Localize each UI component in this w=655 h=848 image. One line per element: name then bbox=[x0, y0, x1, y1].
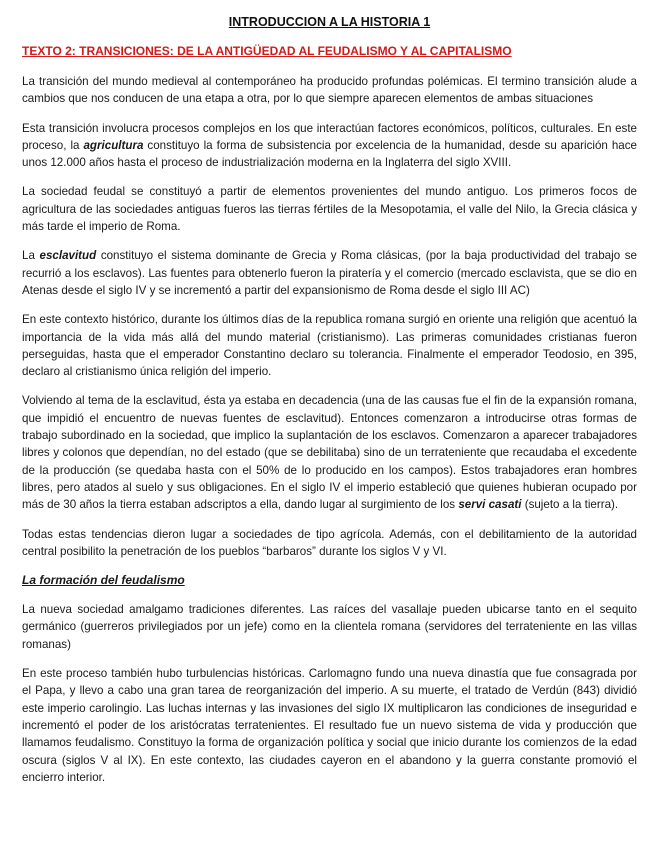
paragraph-vassalage bbox=[22, 601, 637, 653]
keyword-esclavitud: esclavitud bbox=[39, 249, 97, 263]
paragraph-text: La nueva sociedad amalgamo tradiciones diferentes. Las raíces del vasallaje pueden ubicarse tanto en el sequito germánico (guerreros privilegiados por un jefe) como en la clientela romana (servidores del terrateniente en las villas romanas) bbox=[22, 603, 637, 651]
paragraph-transition-intro bbox=[22, 73, 637, 108]
paragraph-text-after: constituyo la forma de subsistencia por excelencia de la humanidad, desde su aparición hace unos 12.000 años hasta el proceso de industrialización moderna en la Inglaterra del siglo XVIII. bbox=[22, 138, 637, 170]
paragraph-text: En este proceso también hubo turbulencias históricas. Carlomagno fundo una nueva dinastía que fue consagrada por el Papa, y llevo a cabo una gran tarea de reorganización del imperio. A su muerte, el tratado de Verdún (843) dividió este imperio carolingio. Las luchas internas y las invasiones del siglo IX multiplicaron las condiciones de inseguridad e incrementó el poder de los aristócratas terratenientes. El resultado fue un nuevo sistema de vida y producción que llamamos feudalismo. Constituyo la forma de organización política y social que inicio durante los comienzos de la edad oscura (siglos V al IX). En este contexto, las ciudades cayeron en el abandono y la guerra constante promovió el encierro interior. bbox=[22, 667, 637, 784]
paragraph-agricultural-societies bbox=[22, 526, 637, 561]
paragraph-text-before: Volviendo al tema de la esclavitud, ésta ya estaba en decadencia (una de las causas fue el fin de la expansión romana, que impidió el encuentro de nuevas fuentes de esclavitud). Entonces comenzaron a introducirse otras formas de trabajo subordinado en la sociedad, que implico la suplantación de los esclavos. Comenzaron a aparecer trabajadores libres y colonos que dependían, no del estado (que se debilitaba) sino de un terrateniente que recaudaba el excedente de la producción (se quedaba hasta con el 50% de lo producido en los campos). Estos trabajadores eran hombres libres, pero atados al suelo y sus obligaciones. En el siglo IV el imperio estableció que quienes hubieran ocupado por más de 30 años la tierra estaban adscriptos a ella, dando lugar al surgimiento de los bbox=[22, 394, 637, 512]
document-subtitle: TEXTO 2: TRANSICIONES: DE LA ANTIGÜEDAD AL FEUDALISMO Y AL CAPITALISMO bbox=[22, 44, 512, 58]
paragraph-text-after: (sujeto a la tierra). bbox=[521, 498, 619, 512]
paragraph-text: La sociedad feudal se constituyó a partir de elementos provenientes del mundo antiguo. Los primeros focos de agricultura de las sociedades antiguas fueros las tierras fértiles de la Mesopotamia, el valle del Nilo, la Grecia clásica y más tarde el imperio de Roma. bbox=[22, 185, 637, 234]
document-page bbox=[22, 14, 637, 798]
keyword-servi-casati: servi casati bbox=[458, 498, 522, 512]
paragraph-slavery bbox=[22, 247, 637, 299]
paragraph-text: Todas estas tendencias dieron lugar a sociedades de tipo agrícola. Además, con el debilitamiento de la autoridad central posibilito la penetración de los pueblos “barbaros” durante los siglos V y VI. bbox=[22, 527, 637, 558]
paragraph-feudal-society bbox=[22, 183, 637, 235]
paragraph-christianity bbox=[22, 311, 637, 380]
paragraph-text-before: Esta transición involucra procesos complejos en los que interactúan factores económicos, políticos, culturales. En este proceso, la bbox=[22, 121, 637, 152]
section-heading-feudalism: La formación del feudalismo bbox=[22, 573, 185, 588]
paragraph-agriculture bbox=[22, 120, 637, 172]
paragraph-carlomagno bbox=[22, 665, 637, 786]
keyword-agricultura: agricultura bbox=[83, 138, 144, 152]
paragraph-text: En este contexto histórico, durante los últimos días de la republica romana surgió en oriente una religión que acentuó la importancia de la vida más allá del mundo material (cristianismo). Las primeras comunidades cristianas fueron perseguidas, hasta que el emperador Constantino declaro su tolerancia. Finalmente el emperador Teodosio, en 395, declaro al cristianismo única religión del imperio. bbox=[22, 313, 637, 379]
paragraph-text: La transición del mundo medieval al contemporáneo ha producido profundas polémicas. El termino transición alude a cambios que nos conducen de una etapa a otra, por lo que siempre aparecen elementos de ambas situaciones bbox=[22, 75, 637, 106]
paragraph-slavery-decline bbox=[22, 392, 637, 513]
document-title: INTRODUCCION A LA HISTORIA 1 bbox=[228, 15, 431, 29]
paragraph-text-after: constituyo el sistema dominante de Grecia y Roma clásicas, (por la baja productividad del trabajo se recurrió a los esclavos). Las fuentes para obtenerlo fueron la piratería y el comercio (mercado esclavista, que se dio en Atenas desde el siglo IV y se incrementó a partir del expansionismo de Roma desde el siglo III AC) bbox=[22, 249, 637, 297]
paragraph-text-before: La bbox=[22, 249, 40, 263]
